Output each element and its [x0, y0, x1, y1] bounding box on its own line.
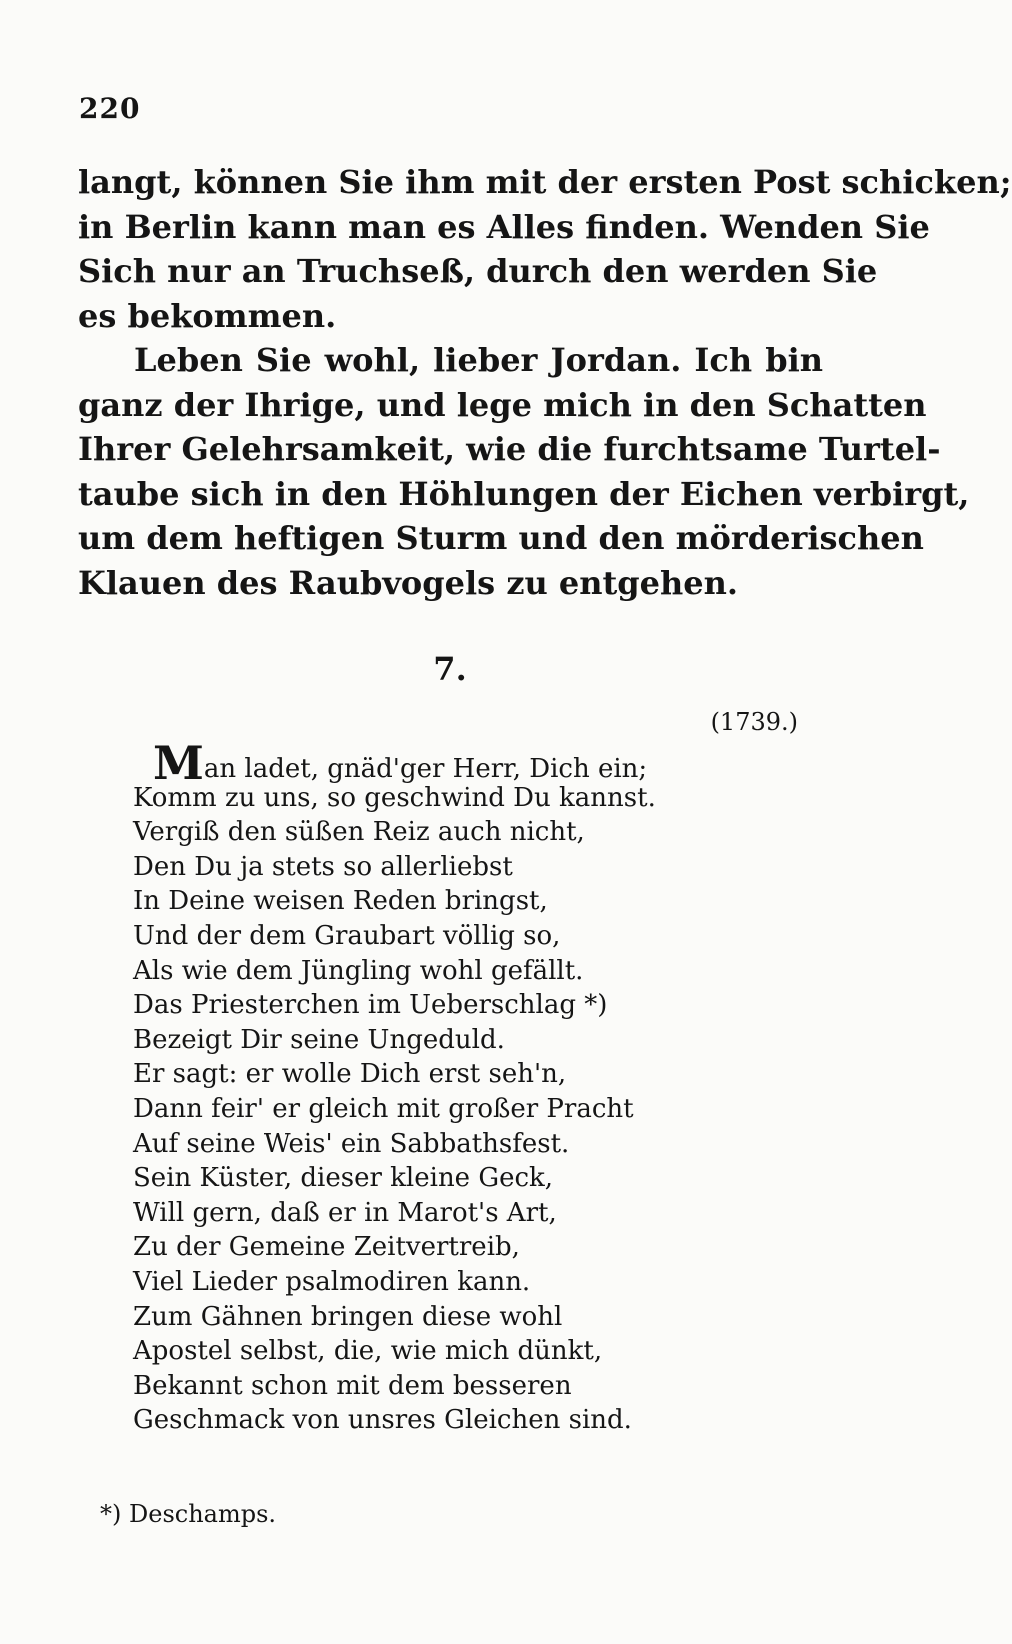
- poem-line: Und der dem Graubart völlig so,: [133, 920, 561, 951]
- poem-line: Bezeigt Dir seine Ungeduld.: [133, 1024, 505, 1055]
- drop-cap: M: [153, 736, 204, 790]
- poem-line: Vergiß den süßen Reiz auch nicht,: [133, 817, 585, 848]
- prose-line: Ihrer Gelehrsamkeit, wie die furchtsame Turtel-: [78, 430, 941, 468]
- poem-line: In Deine weisen Reden bringst,: [133, 886, 548, 917]
- poem-line: Dann feir' er gleich mit großer Pracht: [133, 1093, 634, 1124]
- poem-line: Zu der Gemeine Zeitvertreib,: [133, 1232, 520, 1263]
- prose-line: um dem heftigen Sturm und den mörderischen: [78, 519, 924, 557]
- poem-first-line-text: an ladet, gnäd'ger Herr, Dich ein;: [203, 754, 648, 784]
- poem-line: Will gern, daß er in Marot's Art,: [133, 1197, 557, 1228]
- page-number: 220: [79, 92, 141, 125]
- poem-line: Als wie dem Jüngling wohl gefällt.: [133, 955, 584, 986]
- poem-line: Komm zu uns, so geschwind Du kannst.: [133, 782, 656, 813]
- prose-line: in Berlin kann man es Alles finden. Wenden Sie: [78, 207, 930, 246]
- prose-line: langt, können Sie ihm mit der ersten Post schicken;: [78, 163, 1012, 201]
- letter-prose: [78, 160, 1012, 605]
- poem-line: Er sagt: er wolle Dich erst seh'n,: [133, 1059, 567, 1090]
- prose-line: Leben Sie wohl, lieber Jordan. Ich bin: [134, 341, 823, 379]
- poem-line: Apostel selbst, die, wie mich dünkt,: [133, 1336, 603, 1367]
- letter-date: (1739.): [710, 708, 798, 736]
- poem-first-line: [133, 736, 713, 790]
- footnote: *) Deschamps.: [100, 1500, 277, 1528]
- poem-line: Zum Gähnen bringen diese wohl: [133, 1301, 563, 1332]
- prose-line: es bekommen.: [78, 296, 337, 335]
- poem-line: Viel Lieder psalmodiren kann.: [133, 1266, 531, 1297]
- poem: [133, 736, 713, 1438]
- prose-line: Klauen des Raubvogels zu entgehen.: [78, 563, 739, 602]
- prose-line: Sich nur an Truchseß, durch den werden Sie: [78, 252, 878, 290]
- poem-line: Das Priesterchen im Ueberschlag *): [133, 990, 608, 1021]
- prose-line: ganz der Ihrige, und lege mich in den Schatten: [78, 385, 927, 424]
- letter-number: 7.: [433, 650, 467, 688]
- poem-line: Den Du ja stets so allerliebst: [133, 851, 513, 882]
- poem-line: Auf seine Weis' ein Sabbathsfest.: [133, 1128, 570, 1159]
- poem-line: Sein Küster, dieser kleine Geck,: [133, 1163, 554, 1194]
- poem-line: Geschmack von unsres Gleichen sind.: [133, 1405, 632, 1436]
- prose-line: taube sich in den Höhlungen der Eichen verbirgt,: [78, 474, 970, 513]
- poem-line: Bekannt schon mit dem besseren: [133, 1370, 572, 1401]
